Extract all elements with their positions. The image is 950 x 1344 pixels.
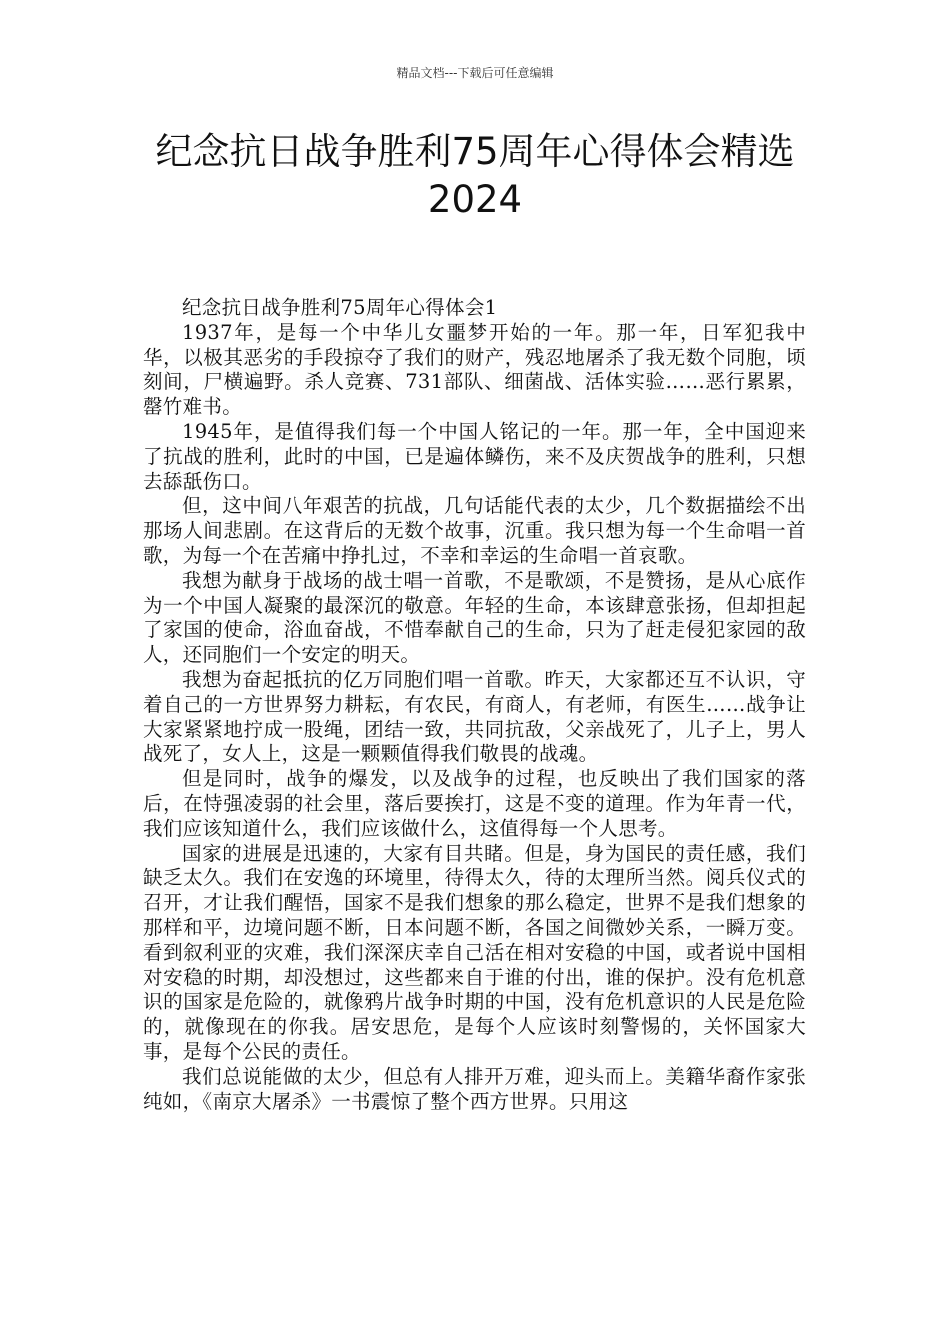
paragraph-5: 我想为奋起抵抗的亿万同胞们唱一首歌。昨天，大家都还互不认识，守着自己的一方世界努力耕耘，有农民，有商人，有老师，有医生……战争让大家紧紧地拧成一股绳，团结一致，共同抗敌，父亲战死了，儿子上，男人战死了，女人上，这是一颗颗值得我们敬畏的战魂。 <box>143 667 806 766</box>
paragraph-3: 但，这中间八年艰苦的抗战，几句话能代表的太少，几个数据描绘不出那场人间悲剧。在这背后的无数个故事，沉重。我只想为每一个生命唱一首歌，为每一个在苦痛中挣扎过，不幸和幸运的生命唱一首哀歌。 <box>143 494 806 567</box>
section-heading: 纪念抗日战争胜利75周年心得体会1 <box>182 296 498 319</box>
document-title: 纪念抗日战争胜利75周年心得体会精选2024 <box>155 130 795 221</box>
paragraph-6: 但是同时，战争的爆发，以及战争的过程，也反映出了我们国家的落后，在恃强凌弱的社会里，落后要挨打，这是不变的道理。作为年青一代，我们应该知道什么，我们应该做什么，这值得每一个人思考。 <box>143 767 806 840</box>
paragraph-1: 1937年，是每一个中华儿女噩梦开始的一年。那一年，日军犯我中华，以极其恶劣的手段掠夺了我们的财产，残忍地屠杀了我无数个同胞，顷刻间，尸横遍野。杀人竞赛、731部队、细菌战、活体实验……恶行累累，罄竹难书。 <box>143 320 806 419</box>
page-header-note: 精品文档---下载后可任意编辑 <box>396 66 554 80</box>
paragraph-2: 1945年，是值得我们每一个中国人铭记的一年。那一年，全中国迎来了抗战的胜利，此时的中国，已是遍体鳞伤，来不及庆贺战争的胜利，只想去舔舐伤口。 <box>143 419 806 493</box>
document-body <box>143 296 806 1114</box>
paragraph-8: 我们总说能做的太少，但总有人排开万难，迎头而上。美籍华裔作家张纯如，《南京大屠杀》一书震惊了整个西方世界。只用这 <box>143 1064 806 1113</box>
paragraph-4: 我想为献身于战场的战士唱一首歌，不是歌颂，不是赞扬，是从心底作为一个中国人凝聚的最深沉的敬意。年轻的生命，本该肆意张扬，但却担起了家国的使命，浴血奋战，不惜奉献自己的生命，只为了赶走侵犯家园的敌人，还同胞们一个安定的明天。 <box>143 568 806 667</box>
paragraph-7: 国家的进展是迅速的，大家有目共睹。但是，身为国民的责任感，我们缺乏太久。我们在安逸的环境里，待得太久，待的太理所当然。阅兵仪式的召开，才让我们醒悟，国家不是我们想象的那么稳定，世界不是我们想象的那样和平，边境问题不断，日本问题不断，各国之间微妙关系，一瞬万变。看到叙利亚的灾难，我们深深庆幸自己活在相对安稳的中国，或者说中国相对安稳的时期，却没想过，这些都来自于谁的付出，谁的保护。没有危机意识的国家是危险的，就像鸦片战争时期的中国，没有危机意识的人民是危险的，就像现在的你我。居安思危，是每个人应该时刻警惕的，关怀国家大事，是每个公民的责任。 <box>143 841 806 1063</box>
